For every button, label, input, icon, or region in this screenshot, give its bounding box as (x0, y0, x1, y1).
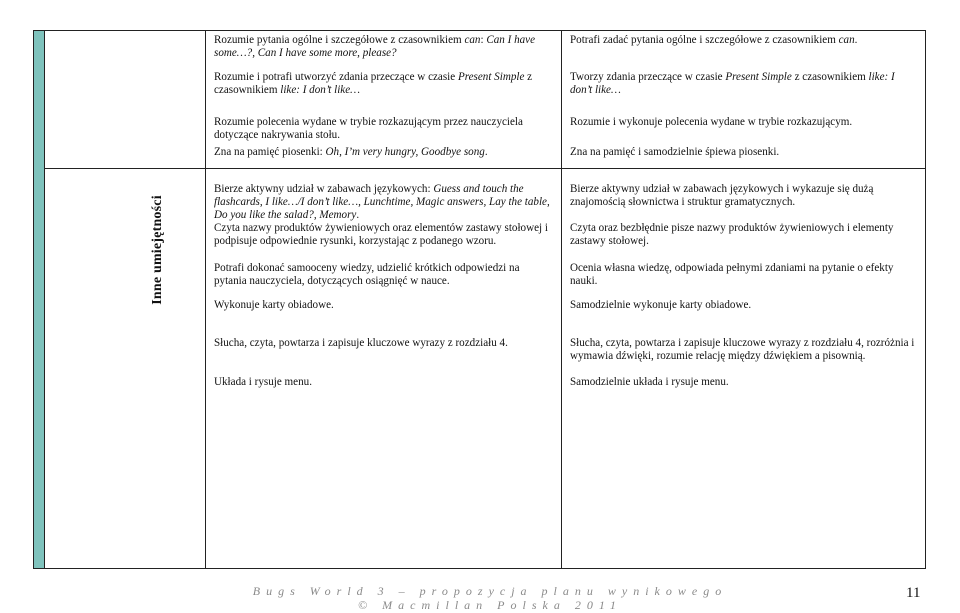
lower-col2-item-4: Wykonuje karty obiadowe. (214, 299, 334, 311)
upper-col3-item-4: Zna na pamięć i samodzielnie śpiewa piosenki. (570, 146, 780, 158)
lower-col2-item-6: Układa i rysuje menu. (214, 376, 312, 388)
lower-col2-item-1: Bierze aktywny udział w zabawach językowych: Guess and touch the flashcards, I like…/I don’t like…, Lunchtime, Magic answers, Lay the table, Do you like the salad?, Memory. (214, 183, 550, 221)
footer-title: Bugs World 3 – propozycja planu wynikowego (252, 584, 728, 598)
upper-col2-item-2: Rozumie i potrafi utworzyć zdania przeczące w czasie Present Simple z czasownikiem like: I don’t like… (214, 71, 533, 96)
upper-col3-item-1: Potrafi zadać pytania ogólne i szczegółowe z czasownikiem can. (570, 34, 858, 46)
table-left-border (33, 30, 34, 569)
lower-col3-item-5: Słucha, czyta, powtarza i zapisuje kluczowe wyrazy z rozdziału 4, rozróżnia i wymawia dźwięki, rozumie relację między dźwiękiem a pisownią. (570, 337, 915, 362)
lower-col3-item-3: Ocenia własna wiedzę, odpowiada pełnymi zdaniami na pytanie o efekty nauki. (570, 262, 894, 287)
row-header-label: Inne umiejętności (149, 195, 165, 305)
table-bottom-border (33, 568, 926, 569)
lower-col3-item-2: Czyta oraz bezbłędnie pisze nazwy produktów żywieniowych i elementy zastawy stołowej. (570, 222, 894, 247)
table-right-border (925, 30, 926, 569)
table-top-border (33, 30, 926, 31)
accent-column (33, 30, 44, 569)
upper-col3-item-3: Rozumie i wykonuje polecenia wydane w trybie rozkazującym. (570, 116, 853, 128)
lower-col2-item-2: Czyta nazwy produktów żywieniowych oraz elementów zastawy stołowej i podpisuje odpowiednie rysunki, korzystając z podanego wzoru. (214, 222, 548, 247)
upper-col3-item-2: Tworzy zdania przeczące w czasie Present Simple z czasownikiem like: I don’t like… (570, 71, 895, 96)
accent-column-edge (44, 30, 45, 569)
upper-col2-item-1: Rozumie pytania ogólne i szczegółowe z czasownikiem can: Can I have some…?, Can I have some more, please? (214, 34, 536, 59)
column-divider-2 (561, 30, 562, 569)
upper-col2-item-3: Rozumie polecenia wydane w trybie rozkazującym przez nauczyciela dotyczące nakrywania stołu. (214, 116, 523, 141)
lower-col2-item-3: Potrafi dokonać samooceny wiedzy, udzielić krótkich odpowiedzi na pytania nauczyciela, dotyczących osiągnięć w nauce. (214, 262, 520, 287)
lower-col3-item-4: Samodzielnie wykonuje karty obiadowe. (570, 299, 752, 311)
upper-col2-item-4: Zna na pamięć piosenki: Oh, I’m very hungry, Goodbye song. (214, 146, 488, 158)
lower-col3-item-1: Bierze aktywny udział w zabawach językowych i wykazuje się dużą znajomością słownictwa i struktur gramatycznych. (570, 183, 874, 208)
footer-copyright: © Macmillan Polska 2011 (358, 598, 622, 612)
page-number: 11 (906, 585, 921, 601)
lower-col2-item-5: Słucha, czyta, powtarza i zapisuje kluczowe wyrazy z rozdziału 4. (214, 337, 508, 349)
section-divider (45, 168, 926, 169)
lower-col3-item-6: Samodzielnie układa i rysuje menu. (570, 376, 729, 388)
column-divider-1 (205, 30, 206, 569)
